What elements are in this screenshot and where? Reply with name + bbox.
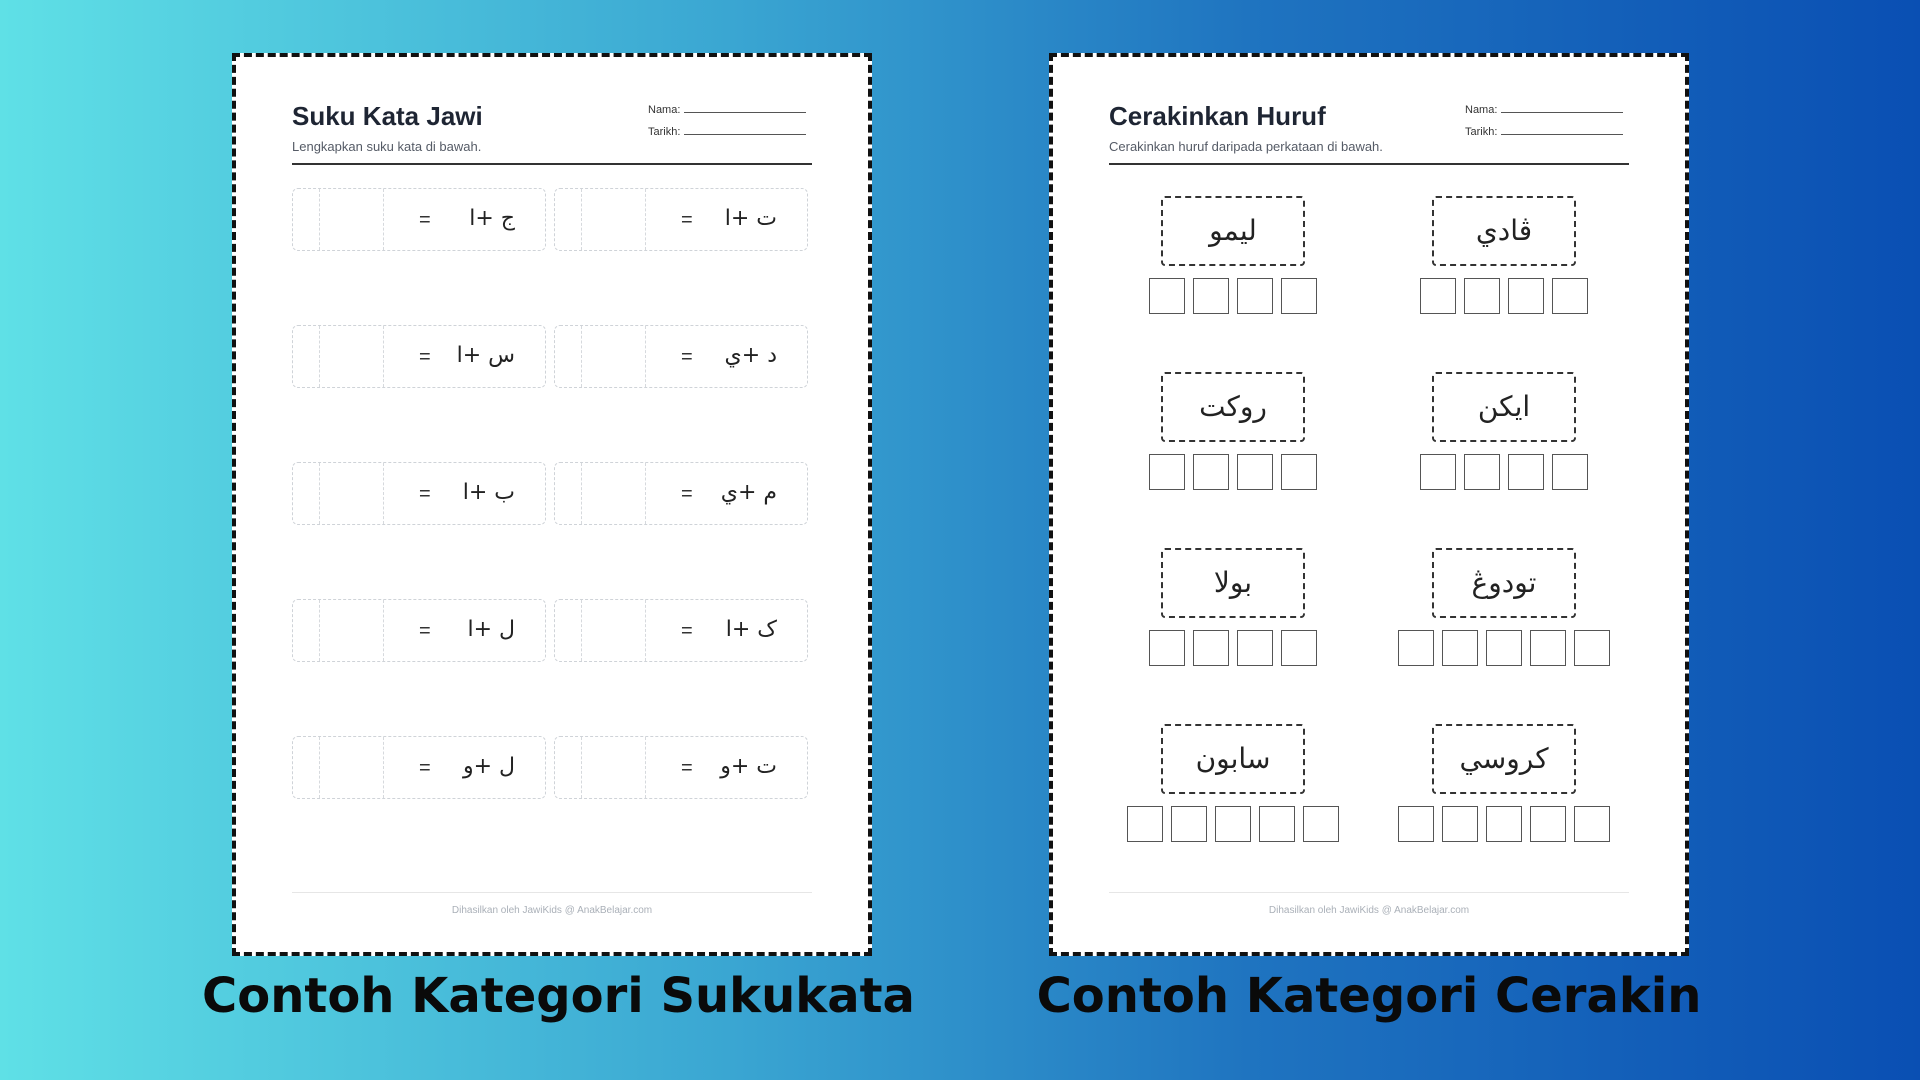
letter-cells: [1420, 278, 1588, 314]
syllable-item: [554, 188, 808, 251]
syllable-item: [292, 736, 546, 799]
name-line: [684, 112, 806, 113]
letter-cell[interactable]: [1486, 630, 1522, 666]
name-label: Nama:: [1465, 104, 1498, 116]
letter-cell[interactable]: [1149, 454, 1185, 490]
letter-cell[interactable]: [1552, 454, 1588, 490]
letter-cell[interactable]: [1574, 806, 1610, 842]
letter-cell[interactable]: [1442, 630, 1478, 666]
letter-cell[interactable]: [1149, 630, 1185, 666]
letter-cell[interactable]: [1398, 806, 1434, 842]
answer-divider: [581, 326, 582, 387]
answer-divider: [319, 326, 320, 387]
date-field: [648, 126, 806, 138]
answer-divider: [581, 463, 582, 524]
worksheet-sukukata: [232, 53, 872, 956]
equals-sign: =: [681, 209, 693, 231]
name-line: [1501, 112, 1623, 113]
answer-divider: [383, 326, 384, 387]
name-field: [1465, 104, 1623, 116]
syllable-expression: ب +ا: [462, 480, 515, 505]
letter-cell[interactable]: [1530, 630, 1566, 666]
syllable-item: [554, 736, 808, 799]
letter-cell[interactable]: [1237, 454, 1273, 490]
word-box: بولا: [1161, 548, 1305, 618]
letter-cell[interactable]: [1259, 806, 1295, 842]
syllable-item: [554, 462, 808, 525]
letter-cells: [1398, 630, 1610, 666]
syllable-expression: س +ا: [456, 343, 515, 368]
syllable-item: [554, 325, 808, 388]
letter-cell[interactable]: [1127, 806, 1163, 842]
word-box: كروسي: [1432, 724, 1576, 794]
word-box: تودوڠ: [1432, 548, 1576, 618]
caption-sukukata: Contoh Kategori Sukukata: [202, 968, 915, 1024]
answer-divider: [645, 463, 646, 524]
letter-cell[interactable]: [1215, 806, 1251, 842]
letter-cell[interactable]: [1281, 278, 1317, 314]
answer-divider: [319, 737, 320, 798]
letter-cells: [1420, 454, 1588, 490]
syllable-expression: ت +و: [720, 754, 777, 779]
worksheet-cerakin: [1049, 53, 1689, 956]
equals-sign: =: [681, 757, 693, 779]
equals-sign: =: [681, 346, 693, 368]
answer-divider: [383, 600, 384, 661]
name-label: Nama:: [648, 104, 681, 116]
syllable-item: [292, 188, 546, 251]
word-box: ڤادي: [1432, 196, 1576, 266]
date-line: [684, 134, 806, 135]
syllable-expression: م +ي: [720, 480, 777, 505]
answer-divider: [581, 600, 582, 661]
name-field: [648, 104, 806, 116]
syllable-item: [292, 462, 546, 525]
letter-cell[interactable]: [1237, 630, 1273, 666]
caption-cerakin: Contoh Kategori Cerakin: [1036, 968, 1702, 1024]
equals-sign: =: [419, 209, 431, 231]
letter-cell[interactable]: [1193, 630, 1229, 666]
syllable-expression: ت +ا: [724, 206, 777, 231]
word-box: ليمو: [1161, 196, 1305, 266]
letter-cell[interactable]: [1420, 454, 1456, 490]
worksheet-footer: Dihasilkan oleh JawiKids @ AnakBelajar.com: [451, 905, 653, 916]
worksheet-subtitle: Lengkapkan suku kata di bawah.: [292, 139, 482, 154]
answer-divider: [383, 737, 384, 798]
equals-sign: =: [419, 757, 431, 779]
letter-cells: [1398, 806, 1610, 842]
equals-sign: =: [419, 346, 431, 368]
letter-cell[interactable]: [1281, 454, 1317, 490]
equals-sign: =: [681, 483, 693, 505]
date-field: [1465, 126, 1623, 138]
footer-divider: [292, 892, 812, 893]
letter-cell[interactable]: [1237, 278, 1273, 314]
header-divider: [292, 163, 812, 165]
letter-cell[interactable]: [1508, 454, 1544, 490]
letter-cells: [1127, 806, 1339, 842]
footer-divider: [1109, 892, 1629, 893]
letter-cell[interactable]: [1508, 278, 1544, 314]
answer-divider: [581, 189, 582, 250]
letter-cell[interactable]: [1530, 806, 1566, 842]
letter-cell[interactable]: [1281, 630, 1317, 666]
date-label: Tarikh:: [1465, 126, 1498, 138]
letter-cell[interactable]: [1420, 278, 1456, 314]
answer-divider: [319, 463, 320, 524]
syllable-expression: د +ي: [724, 343, 777, 368]
letter-cell[interactable]: [1193, 454, 1229, 490]
equals-sign: =: [419, 620, 431, 642]
date-label: Tarikh:: [648, 126, 681, 138]
letter-cells: [1149, 630, 1317, 666]
equals-sign: =: [419, 483, 431, 505]
worksheet-subtitle: Cerakinkan huruf daripada perkataan di bawah.: [1109, 139, 1383, 154]
syllable-expression: ل +و: [462, 754, 515, 779]
syllable-expression: ج +ا: [469, 206, 515, 231]
letter-cell[interactable]: [1574, 630, 1610, 666]
syllable-item: [292, 599, 546, 662]
worksheet-title: Suku Kata Jawi: [292, 101, 483, 131]
header-divider: [1109, 163, 1629, 165]
letter-cell[interactable]: [1149, 278, 1185, 314]
date-line: [1501, 134, 1623, 135]
letter-cell[interactable]: [1193, 278, 1229, 314]
letter-cell[interactable]: [1486, 806, 1522, 842]
answer-divider: [645, 600, 646, 661]
answer-divider: [645, 737, 646, 798]
letter-cells: [1149, 454, 1317, 490]
answer-divider: [319, 189, 320, 250]
word-box: ايكن: [1432, 372, 1576, 442]
equals-sign: =: [681, 620, 693, 642]
letter-cell[interactable]: [1171, 806, 1207, 842]
syllable-item: [554, 599, 808, 662]
letter-cell[interactable]: [1464, 454, 1500, 490]
letter-cell[interactable]: [1464, 278, 1500, 314]
word-box: روكت: [1161, 372, 1305, 442]
answer-divider: [645, 189, 646, 250]
syllable-expression: ک +ا: [725, 617, 777, 642]
answer-divider: [383, 189, 384, 250]
worksheet-footer: Dihasilkan oleh JawiKids @ AnakBelajar.com: [1268, 905, 1470, 916]
syllable-expression: ل +ا: [467, 617, 515, 642]
answer-divider: [645, 326, 646, 387]
worksheet-title: Cerakinkan Huruf: [1109, 101, 1326, 131]
letter-cells: [1149, 278, 1317, 314]
syllable-item: [292, 325, 546, 388]
letter-cell[interactable]: [1398, 630, 1434, 666]
letter-cell[interactable]: [1303, 806, 1339, 842]
answer-divider: [319, 600, 320, 661]
letter-cell[interactable]: [1442, 806, 1478, 842]
word-box: سابون: [1161, 724, 1305, 794]
letter-cell[interactable]: [1552, 278, 1588, 314]
answer-divider: [383, 463, 384, 524]
answer-divider: [581, 737, 582, 798]
